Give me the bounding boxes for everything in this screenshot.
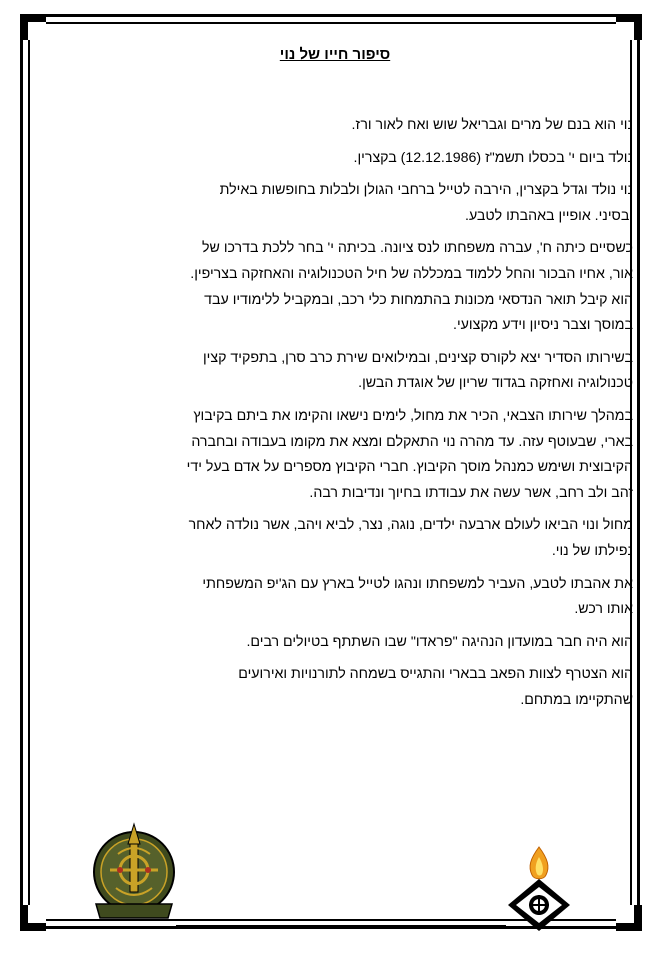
corner-ornament [20, 905, 46, 931]
paragraph [33, 146, 633, 172]
text-line: אור, אחיו הבכור והחל ללמוד במכללה של חיל הטכנולוגיה והאחזקה בצריפין. [190, 265, 633, 282]
text-line: שהתקיימו במתחם. [520, 691, 633, 708]
biography-text [33, 113, 633, 720]
text-line: בארי, שבעוטף עזה. עד מהרה נוי התאקלם ומצא את מקומו בעבודה ובחברה [191, 433, 633, 450]
text-line: הוא הצטרף לצוות הפאב בבארי והתגייס בשמחה לתורנויות ואירועים [238, 666, 633, 683]
memorial-emblem [506, 845, 572, 931]
paragraph [33, 236, 633, 338]
paragraph [33, 630, 633, 656]
text-line: נפילתו של נוי. [551, 542, 633, 559]
text-line: נוי הוא בנם של מרים וגבריאל שוש ואח לאור ורז. [351, 117, 633, 133]
corner-ornament [20, 14, 46, 40]
paragraph [33, 113, 633, 139]
text-line: מחול ונוי הביאו לעולם ארבעה ילדים, נוגה, נצר, לביא ויהב, אשר נולדה לאחר [188, 517, 633, 534]
text-line: במוסך וצבר ניסיון וידע מקצועי. [453, 317, 633, 334]
text-line: זהב ולב רחב, אשר עשה את עבודתו בחיוך ונדיבות רבה. [309, 484, 633, 501]
corner-ornament [616, 14, 642, 40]
corner-ornament [616, 905, 642, 931]
text-line: נולד ביום י' בכסלו תשמ"ז (12.12.1986) בקצרין. [353, 149, 633, 166]
text-line: כשסיים כיתה ח', עברה משפחתו לנס ציונה. בכיתה י' בחר ללכת בדרכו של [202, 240, 633, 257]
paragraph [33, 513, 633, 564]
page-title: סיפור חייו של נוי [279, 46, 391, 63]
text-line: טכנולוגיה ואחזקה בגדוד שריון של אוגדת הבשן. [358, 375, 633, 392]
text-line: אותו רכש. [574, 601, 633, 618]
text-line: במהלך שירותו הצבאי, הכיר את מחול, לימים נישאו והקימו את ביתם בקיבוץ [193, 407, 633, 424]
text-line: הוא היה חבר במועדון הנהיגה "פראדו" שבו השתתף בטיולים רבים. [246, 633, 633, 650]
text-line: ובסיני. אופיין באהבתו לטבע. [465, 207, 633, 224]
text-line: הקיבוצית ושימש כמנהל מוסך הקיבוץ. חברי הקיבוץ מספרים על אדם בעל ידי [186, 459, 633, 476]
paragraph [33, 404, 633, 506]
paragraph [33, 662, 633, 713]
paragraph [33, 346, 633, 397]
bottom-divider [176, 925, 506, 928]
corps-emblem [88, 818, 180, 926]
text-line: הוא קיבל תואר הנדסאי מכונות בהתמחות כלי רכב, ובמקביל ללימודיו עבד [204, 291, 633, 308]
paragraph [33, 572, 633, 623]
paragraph [33, 178, 633, 229]
corps-emblem-icon [88, 818, 180, 926]
text-line: את אהבתו לטבע, העביר למשפחתו ונהגו לטייל בארץ עם הג'יפ המשפחתי [202, 575, 633, 592]
text-line: בשירותו הסדיר יצא לקורס קצינים, ובמילואים שירת כרב סרן, בתפקיד קצין [203, 349, 633, 366]
text-line: נוי נולד וגדל בקצרין, הירבה לטייל ברחבי הגולן ולבלות בחופשות באילת [219, 182, 633, 199]
flame-icon [506, 845, 572, 931]
